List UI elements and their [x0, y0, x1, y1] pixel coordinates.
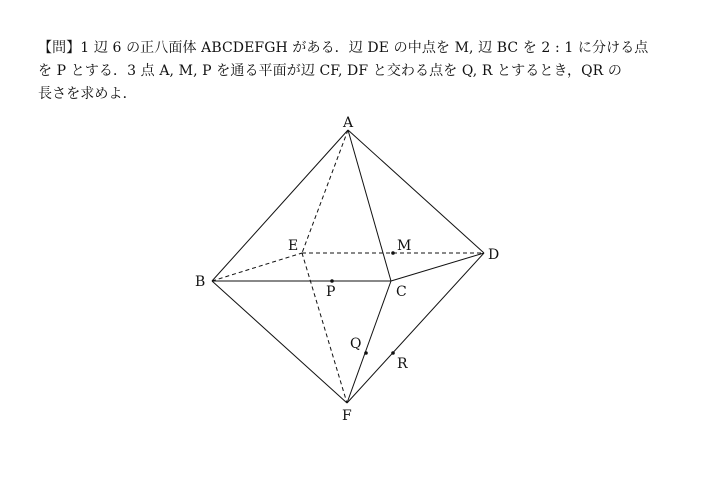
- point-P: [330, 279, 334, 283]
- label-B: B: [195, 274, 206, 290]
- label-A: A: [343, 115, 354, 131]
- point-Q: [364, 351, 368, 355]
- label-C: C: [396, 284, 407, 300]
- problem-line-3: 長さを求めよ．: [38, 86, 137, 102]
- edge-BE: [212, 253, 302, 281]
- label-D: D: [488, 247, 500, 263]
- edge-AC: [348, 130, 391, 281]
- label-M: M: [397, 238, 412, 254]
- label-F: F: [342, 408, 352, 424]
- problem-line-2: を P とする．3 点 A, M, P を通る平面が辺 CF, DF と交わる点を Q, R とするとき，QR の: [38, 63, 622, 79]
- point-M: [391, 251, 395, 255]
- edge-AD: [348, 130, 484, 253]
- problem-line-1: 【問】1 辺 6 の正八面体 ABCDEFGH がある．辺 DE の中点を M, 辺 BC を 2 : 1 に分ける点: [38, 40, 649, 56]
- label-E: E: [288, 238, 299, 254]
- label-Q: Q: [350, 336, 362, 352]
- point-R: [391, 351, 395, 355]
- edge-AB: [212, 130, 348, 281]
- label-R: R: [397, 356, 408, 372]
- label-P: P: [326, 284, 336, 300]
- edge-CD: [391, 253, 484, 281]
- edge-DF: [347, 253, 484, 403]
- edge-EF: [302, 253, 347, 403]
- edge-AE: [302, 130, 348, 253]
